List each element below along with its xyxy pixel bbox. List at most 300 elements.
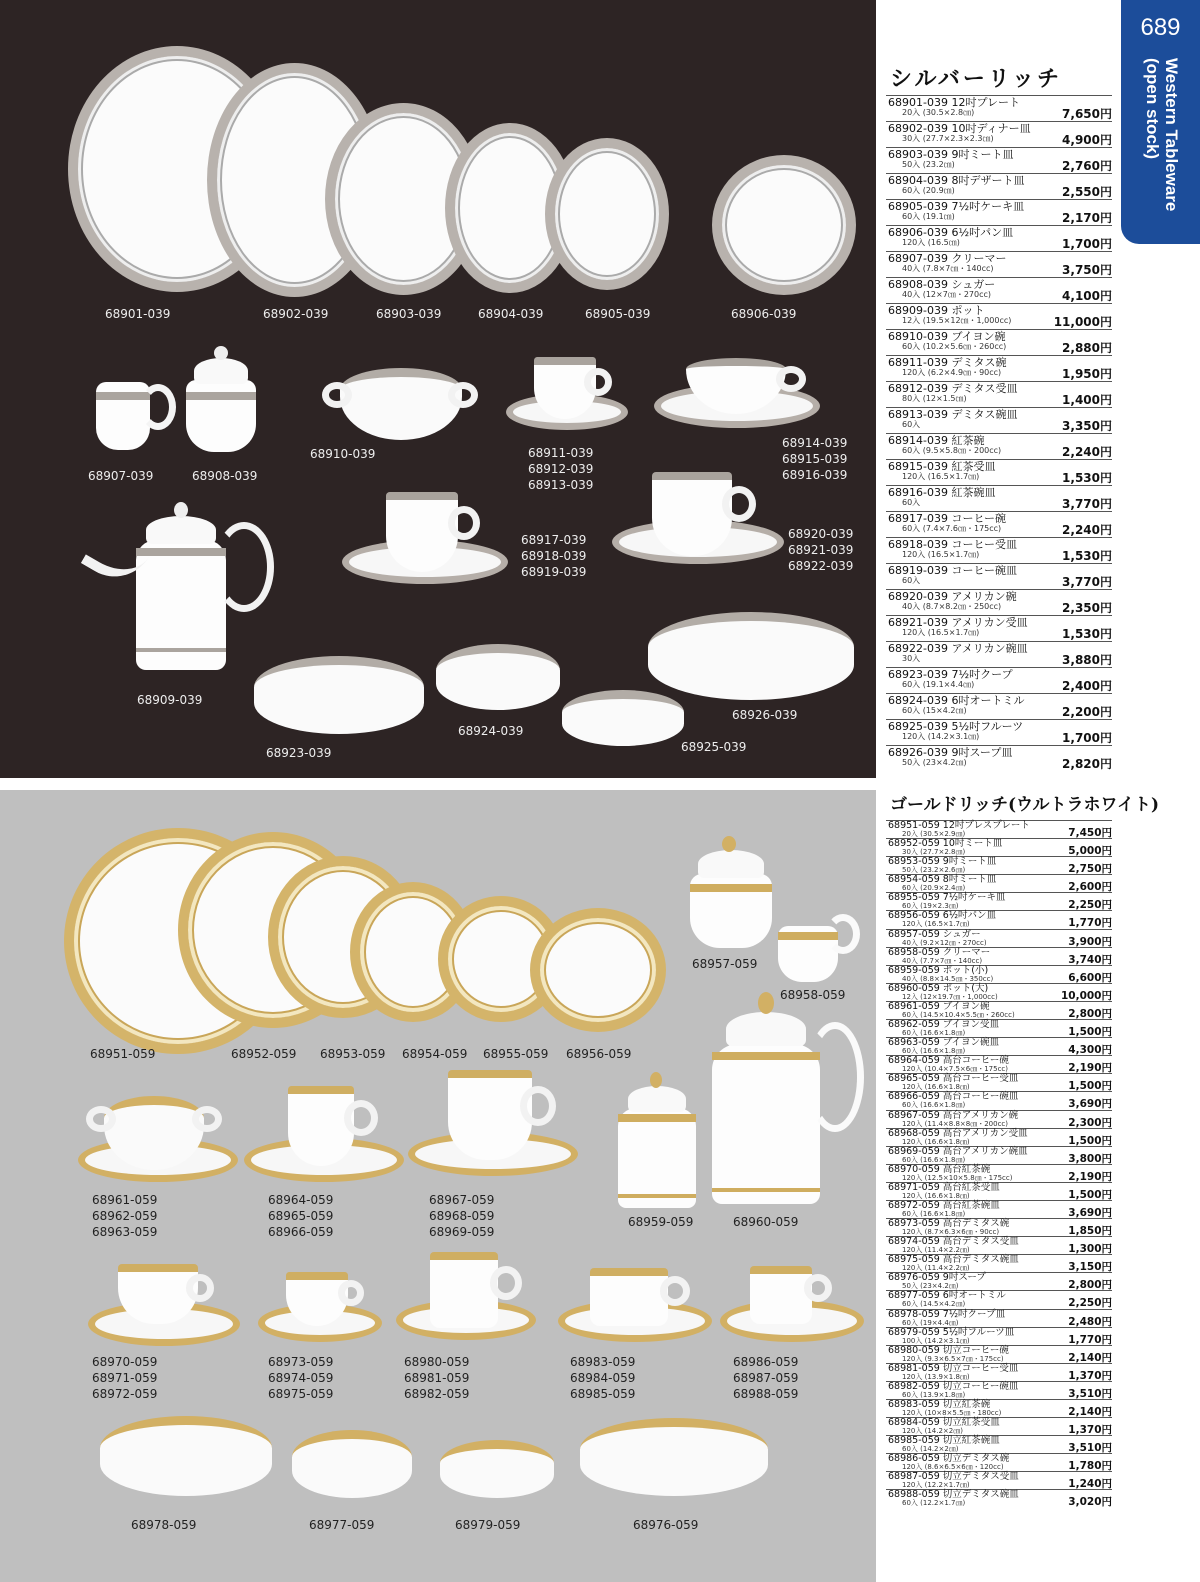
caption-68979: 68979-059 [455, 1518, 521, 1532]
caption-68903: 68903-039 [376, 307, 442, 321]
price-list-item [886, 892, 1112, 910]
price-list-item [886, 199, 1112, 225]
item-price: 2,250円 [1068, 899, 1112, 912]
cup-68967 [448, 1070, 532, 1160]
item-price: 10,000円 [1060, 989, 1112, 1002]
item-price: 3,020円 [1068, 1496, 1112, 1509]
item-code: 68965-059 高台コーヒー受皿 [888, 1073, 1019, 1085]
item-spec: 50入 (23×4.2㎝) [902, 758, 967, 767]
item-spec: 12入 (12×19.7㎝・1,000cc) [902, 992, 998, 1001]
item-code: 68913-039 デミタス碗皿 [888, 408, 1018, 421]
cup-68983 [590, 1268, 668, 1326]
item-price: 3,800円 [1068, 1152, 1112, 1165]
caption-68953: 68953-059 [320, 1047, 386, 1061]
item-spec: 120入 (16.6×1.8㎝) [902, 1137, 970, 1146]
creamer-handle [826, 914, 860, 954]
fruit-68979 [440, 1440, 554, 1498]
price-list-item [886, 225, 1112, 251]
item-price: 1,500円 [1068, 1026, 1112, 1039]
item-spec: 120入 (8.6×6.5×6㎝・120cc) [902, 1463, 1004, 1472]
price-list-item [886, 1290, 1112, 1308]
item-spec: 120入 (14.2×3.1㎝) [902, 732, 980, 741]
item-spec: 120入 (11.4×2.2㎝) [902, 1246, 970, 1255]
item-price: 4,100円 [1062, 289, 1112, 303]
item-code: 68987-059 切立デミタス受皿 [888, 1471, 1019, 1483]
item-price: 1,770円 [1068, 1333, 1112, 1346]
caption-68964: 68964-059 68965-059 68966-059 [268, 1193, 334, 1239]
item-price: 1,370円 [1068, 1369, 1112, 1382]
bouillon-cup-68910 [340, 368, 462, 440]
caption-68926: 68926-039 [732, 708, 798, 722]
item-price: 5,000円 [1068, 845, 1112, 858]
price-list-item [886, 1128, 1112, 1146]
price-list-item [886, 965, 1112, 983]
item-spec: 60入 (10.2×5.6㎝・260cc) [902, 342, 1007, 351]
price-list-item [886, 1254, 1112, 1272]
price-list-item [886, 983, 1112, 1001]
item-price: 2,170円 [1062, 211, 1112, 225]
price-list-item [886, 693, 1112, 719]
pot-small-lid [628, 1086, 686, 1112]
item-code: 68979-059 5½吋フルーツ皿 [888, 1326, 1015, 1338]
pot-knob [174, 502, 188, 518]
caption-68909: 68909-039 [137, 693, 203, 707]
item-code: 68958-059 クリーマー [888, 946, 991, 958]
item-price: 1,240円 [1068, 1478, 1112, 1491]
sugar-lid [698, 850, 764, 878]
item-price: 2,760円 [1062, 159, 1112, 173]
caption-68907: 68907-039 [88, 469, 154, 483]
item-code: 68955-059 7½吋ケーキ皿 [888, 892, 1006, 904]
item-price: 2,140円 [1068, 1406, 1112, 1418]
plate-68956 [530, 908, 666, 1032]
item-price: 2,820円 [1062, 757, 1112, 771]
item-code: 68984-059 切立紅茶受皿 [888, 1417, 1000, 1429]
caption-68905: 68905-039 [585, 307, 651, 321]
caption-68901: 68901-039 [105, 307, 171, 321]
item-spec: 120入 (16.5×1.7㎝) [902, 628, 980, 637]
item-price: 2,250円 [1068, 1297, 1112, 1310]
pot-68909 [136, 540, 226, 670]
section-tab-label: Western Tableware (open stock) [1143, 58, 1181, 212]
cup-68964 [288, 1086, 354, 1166]
oatmeal-68924 [436, 644, 560, 710]
price-list-item [886, 1182, 1112, 1200]
item-spec: 120入 (11.4×8.8×8㎝・200cc) [902, 1119, 1009, 1128]
item-code: 68960-059 ポット(大) [888, 982, 989, 994]
sugar-lid [194, 358, 248, 384]
item-code: 68977-059 6吋オートミル [888, 1290, 1006, 1302]
item-spec: 60入 [902, 576, 921, 585]
caption-68959: 68959-059 [628, 1215, 694, 1229]
price-list-item [886, 1327, 1112, 1345]
price-list-item [886, 719, 1112, 745]
demitasse-handle [584, 368, 612, 396]
pot-small-68959 [618, 1108, 696, 1208]
price-list-item [886, 1164, 1112, 1182]
caption-68957: 68957-059 [692, 957, 758, 971]
caption-68924: 68924-039 [458, 724, 524, 738]
price-list-item [886, 251, 1112, 277]
item-spec: 60入 (19×2.3㎝) [902, 902, 959, 911]
item-code: 68919-039 コーヒー碗皿 [888, 564, 1018, 577]
item-spec: 120入 (16.6×1.8㎝) [902, 1083, 970, 1092]
item-price: 4,900円 [1062, 133, 1112, 147]
price-list-item [886, 1200, 1112, 1218]
straight-tea-handle [660, 1276, 690, 1306]
price-list-item [886, 874, 1112, 892]
cup-68986 [750, 1266, 812, 1324]
item-spec: 120入 (16.5×1.7㎝) [902, 920, 970, 929]
item-spec: 60入 (20.9㎝) [902, 186, 955, 195]
price-list-item [886, 121, 1112, 147]
caption-68952: 68952-059 [231, 1047, 297, 1061]
item-price: 3,750円 [1062, 263, 1112, 277]
price-list-item [886, 856, 1112, 874]
gold-rich-product-photo [0, 790, 876, 1582]
bouillon-handle-left [322, 382, 352, 408]
item-price: 3,770円 [1062, 497, 1112, 511]
item-price: 4,300円 [1068, 1044, 1112, 1057]
caption-68954: 68954-059 [402, 1047, 468, 1061]
item-spec: 60入 [902, 420, 921, 429]
item-code: 68981-059 切立コーヒー受皿 [888, 1362, 1019, 1374]
item-code: 68969-059 高台アメリカン碗皿 [888, 1145, 1028, 1157]
price-list-item [886, 1345, 1112, 1363]
item-price: 1,700円 [1062, 237, 1112, 251]
item-spec: 60入 (14.2×2㎝) [902, 1445, 959, 1454]
item-code: 68903-039 9吋ミート皿 [888, 148, 1014, 161]
item-code: 68966-059 高台コーヒー碗皿 [888, 1091, 1019, 1103]
item-code: 68923-039 7½吋クープ [888, 668, 1013, 681]
item-code: 68901-039 12吋プレート [888, 96, 1021, 109]
item-spec: 60入 [902, 498, 921, 507]
item-code: 68952-059 10吋ミート皿 [888, 838, 1003, 850]
item-code: 68909-039 ポット [888, 304, 985, 317]
item-price: 1,950円 [1062, 367, 1112, 381]
item-code: 68922-039 アメリカン碗皿 [888, 642, 1028, 655]
sugar-bowl-68908 [186, 380, 256, 452]
price-list-item [886, 173, 1112, 199]
caption-68904: 68904-039 [478, 307, 544, 321]
caption-68906: 68906-039 [731, 307, 797, 321]
item-code: 68957-059 シュガー [888, 928, 981, 940]
item-price: 3,510円 [1068, 1387, 1112, 1400]
item-spec: 40入 (7.8×7㎝・140cc) [902, 264, 994, 273]
item-code: 68918-039 コーヒー受皿 [888, 538, 1018, 551]
straight-coffee-handle [490, 1266, 522, 1300]
item-price: 1,370円 [1068, 1424, 1112, 1437]
caption-68923: 68923-039 [266, 746, 332, 760]
price-list-item [886, 1236, 1112, 1254]
item-price: 2,600円 [1068, 881, 1112, 894]
item-spec: 60入 (16.6×1.8㎝) [902, 1047, 966, 1056]
item-price: 2,240円 [1062, 523, 1112, 537]
section-divider [0, 778, 876, 790]
item-price: 3,880円 [1062, 653, 1112, 667]
item-price: 1,850円 [1068, 1225, 1112, 1238]
item-spec: 80入 (12×1.5㎝) [902, 394, 967, 403]
oatmeal-68977 [292, 1430, 412, 1498]
item-price: 1,700円 [1062, 731, 1112, 745]
item-spec: 60入 (20.9×2.4㎝) [902, 884, 966, 893]
item-spec: 40入 (7.7×7㎝・140cc) [902, 956, 983, 965]
price-list-item [886, 355, 1112, 381]
item-price: 1,530円 [1062, 627, 1112, 641]
item-spec: 12入 (19.5×12㎝・1,000cc) [902, 316, 1012, 325]
sugar-bowl-68957 [690, 874, 772, 948]
item-code: 68926-039 9吋スープ皿 [888, 746, 1013, 759]
sugar-knob [214, 346, 228, 360]
gold-rich-title: ゴールドリッチ(ウルトラホワイト) [890, 795, 1160, 815]
item-spec: 60入 (16.6×1.8㎝) [902, 1029, 966, 1038]
item-price: 2,240円 [1062, 445, 1112, 459]
item-price: 1,300円 [1068, 1243, 1112, 1256]
pot-large-knob [758, 992, 774, 1014]
item-price: 2,480円 [1068, 1315, 1112, 1328]
item-price: 3,350円 [1062, 419, 1112, 433]
caption-68976: 68976-059 [633, 1518, 699, 1532]
item-code: 68910-039 ブイヨン碗 [888, 330, 1006, 343]
price-list-item [886, 329, 1112, 355]
item-spec: 30入 (27.7×2.3×2.3㎝) [902, 134, 994, 143]
price-list-item [886, 303, 1112, 329]
item-price: 1,530円 [1062, 471, 1112, 485]
item-code: 68962-059 ブイヨン受皿 [888, 1019, 999, 1031]
item-spec: 60入 (15×4.2㎝) [902, 706, 967, 715]
item-spec: 40入 (8.7×8.2㎝・250cc) [902, 602, 1002, 611]
price-list-item [886, 1489, 1112, 1507]
price-list-item [886, 615, 1112, 641]
page-number: 689 [1140, 14, 1181, 41]
item-price: 11,000円 [1053, 315, 1112, 329]
price-list-item [886, 407, 1112, 433]
price-list-item [886, 563, 1112, 589]
item-spec: 60入 (19.1×4.4㎝) [902, 680, 975, 689]
item-price: 1,780円 [1068, 1460, 1112, 1473]
soup-68926 [648, 612, 854, 700]
item-spec: 40入 (9.2×12㎝・270cc) [902, 938, 987, 947]
item-code: 68974-059 高台デミタス受皿 [888, 1236, 1019, 1248]
caption-68955: 68955-059 [483, 1047, 549, 1061]
item-price: 3,150円 [1068, 1261, 1112, 1274]
item-code: 68971-059 高台紅茶受皿 [888, 1181, 1000, 1193]
item-code: 68976-059 9吋スープ [888, 1272, 986, 1284]
fruit-68925 [562, 690, 684, 746]
caption-68973: 68973-059 68974-059 68975-059 [268, 1355, 334, 1401]
caption-68970: 68970-059 68971-059 68972-059 [92, 1355, 158, 1401]
price-list-item [886, 1309, 1112, 1327]
bouillon-handle-left [86, 1106, 116, 1132]
item-price: 1,500円 [1068, 1134, 1112, 1147]
bouillon-handle-right [192, 1106, 222, 1132]
item-price: 2,800円 [1068, 1007, 1112, 1020]
item-spec: 60入 (19×4.4㎝) [902, 1318, 959, 1327]
caption-68920: 68920-039 68921-039 68922-039 [788, 527, 854, 573]
item-code: 68954-059 8吋ミート皿 [888, 874, 997, 886]
item-spec: 20入 (30.5×2.8㎝) [902, 108, 975, 117]
item-spec: 60入 (14.5×10.4×5.5㎝・260cc) [902, 1010, 1015, 1019]
coupe-68978 [100, 1416, 272, 1496]
silver-rich-title: シルバーリッチ [890, 66, 1063, 92]
price-list-item [886, 1399, 1112, 1417]
price-list-item [886, 1073, 1112, 1091]
item-price: 3,690円 [1068, 1206, 1112, 1219]
item-spec: 60入 (16.6×1.8㎝) [902, 1209, 966, 1218]
item-code: 68963-059 ブイヨン碗皿 [888, 1037, 999, 1049]
price-list-item [886, 910, 1112, 928]
caption-68956: 68956-059 [566, 1047, 632, 1061]
price-list-item [886, 459, 1112, 485]
item-code: 68983-059 切立紅茶碗 [888, 1399, 991, 1410]
item-price: 2,750円 [1068, 863, 1112, 876]
price-list-item [886, 820, 1112, 838]
item-code: 68964-059 高台コーヒー碗 [888, 1055, 1009, 1067]
american-handle [520, 1086, 556, 1126]
caption-68902: 68902-039 [263, 307, 329, 321]
item-spec: 20入 (30.5×2.9㎝) [902, 830, 966, 838]
tea-handle [186, 1274, 214, 1302]
bouillon-handle-right [448, 382, 478, 408]
tea-handle [776, 366, 806, 392]
caption-68986: 68986-059 68987-059 68988-059 [733, 1355, 799, 1401]
item-price: 6,600円 [1068, 971, 1112, 984]
item-code: 68972-059 高台紅茶碗皿 [888, 1199, 1000, 1211]
soup-68976 [580, 1418, 768, 1496]
price-list-item [886, 745, 1112, 771]
price-list-item [886, 381, 1112, 407]
item-spec: 30入 [902, 654, 921, 663]
item-price: 2,880円 [1062, 341, 1112, 355]
item-spec: 60入 (16.6×1.8㎝) [902, 1101, 966, 1110]
pot-large-handle [806, 1022, 864, 1132]
caption-68911: 68911-039 68912-039 68913-039 [528, 446, 594, 492]
item-code: 68978-059 7½吋クープ皿 [888, 1308, 1006, 1320]
caption-68914: 68914-039 68915-039 68916-039 [782, 436, 848, 482]
item-spec: 60入 (14.5×4.2㎝) [902, 1300, 966, 1309]
creamer-handle [140, 384, 176, 430]
item-code: 68956-059 6½吋パン皿 [888, 910, 997, 922]
caption-68960: 68960-059 [733, 1215, 799, 1229]
price-list-item [886, 1037, 1112, 1055]
item-code: 68975-059 高台デミタス碗皿 [888, 1254, 1019, 1266]
price-list-item [886, 1146, 1112, 1164]
price-list-item [886, 667, 1112, 693]
price-list-item [886, 1272, 1112, 1290]
caption-68951: 68951-059 [90, 1047, 156, 1061]
item-code: 68915-039 紅茶受皿 [888, 460, 996, 473]
price-list-item [886, 95, 1112, 121]
pot-large-68960 [712, 1044, 820, 1204]
item-price: 1,770円 [1068, 917, 1112, 930]
item-price: 2,190円 [1068, 1170, 1112, 1183]
straight-demitasse-handle [804, 1274, 832, 1302]
item-spec: 120入 (13.9×1.8㎝) [902, 1372, 970, 1381]
item-price: 2,550円 [1062, 185, 1112, 199]
price-list-item [886, 838, 1112, 856]
item-code: 68925-039 5½吋フルーツ [888, 720, 1024, 733]
item-code: 68905-039 7½吋ケーキ皿 [888, 200, 1025, 213]
sugar-knob [722, 836, 736, 852]
item-spec: 60入 (19.1㎝) [902, 212, 955, 221]
item-code: 68970-059 高台紅茶碗 [888, 1163, 991, 1175]
price-list-item [886, 1218, 1112, 1236]
item-spec: 120入 (9.3×6.5×7㎝・175cc) [902, 1354, 1004, 1363]
item-spec: 60入 (9.5×5.8㎝・200cc) [902, 446, 1002, 455]
item-spec: 50入 (23×4.2㎝) [902, 1282, 959, 1291]
item-price: 7,650円 [1062, 107, 1112, 121]
item-spec: 120入 (16.5×1.7㎝) [902, 472, 980, 481]
item-spec: 120入 (16.5㎝) [902, 238, 960, 247]
silver-rich-product-photo [0, 0, 876, 778]
item-price: 3,510円 [1068, 1442, 1112, 1455]
caption-68917: 68917-039 68918-039 68919-039 [521, 533, 587, 579]
pot-small-knob [650, 1072, 662, 1088]
section-tab [1121, 0, 1200, 244]
caption-68910: 68910-039 [310, 447, 376, 461]
item-spec: 120入 (12.5×10×5.8㎝・175cc) [902, 1173, 1013, 1182]
item-spec: 40入 (8.8×14.5㎝・350cc) [902, 974, 994, 983]
item-spec: 120入 (8.7×6.3×6㎝・90cc) [902, 1228, 1000, 1237]
item-code: 68961-059 ブイヨン碗 [888, 1000, 990, 1012]
item-code: 68921-039 アメリカン受皿 [888, 616, 1028, 629]
price-list-item [886, 277, 1112, 303]
item-code: 68912-039 デミタス受皿 [888, 382, 1018, 395]
item-code: 68920-039 アメリカン碗 [888, 590, 1017, 603]
item-code: 68953-059 9吋ミート皿 [888, 856, 997, 868]
item-code: 68908-039 シュガー [888, 278, 996, 291]
price-list-item [886, 537, 1112, 563]
caption-68967: 68967-059 68968-059 68969-059 [429, 1193, 495, 1239]
item-spec: 40入 (12×7㎝・270cc) [902, 290, 992, 299]
item-price: 2,140円 [1068, 1351, 1112, 1364]
price-list-item [886, 1091, 1112, 1109]
coupe-68923 [254, 656, 424, 734]
item-spec: 120入 (16.6×1.8㎝) [902, 1191, 970, 1200]
item-spec: 100入 (14.2×3.1㎝) [902, 1336, 970, 1345]
item-spec: 120入 (10×8×5.5㎝・180cc) [902, 1409, 1002, 1417]
coffee-handle [448, 506, 480, 540]
coffee-handle [344, 1100, 378, 1136]
item-spec: 50入 (23.2㎝) [902, 160, 955, 169]
item-code: 68902-039 10吋ディナー皿 [888, 122, 1031, 135]
price-list-item [886, 1471, 1112, 1489]
price-list-item [886, 947, 1112, 965]
item-code: 68985-059 切立紅茶碗皿 [888, 1435, 1000, 1447]
item-price: 2,200円 [1062, 705, 1112, 719]
item-code: 68967-059 高台アメリカン碗 [888, 1109, 1019, 1121]
item-spec: 120入 (11.4×2.2㎝) [902, 1264, 970, 1273]
cup-68917 [386, 492, 458, 572]
price-list-item [886, 1001, 1112, 1019]
price-list-item [886, 1363, 1112, 1381]
price-list-item [886, 1019, 1112, 1037]
item-price: 1,400円 [1062, 393, 1112, 407]
item-code: 68914-039 紅茶碗 [888, 434, 985, 447]
caption-68978: 68978-059 [131, 1518, 197, 1532]
item-spec: 120入 (10.4×7.5×6㎝・175cc) [902, 1065, 1009, 1074]
item-spec: 50入 (23.2×2.6㎝) [902, 866, 966, 875]
price-list-item [886, 1417, 1112, 1435]
caption-68925: 68925-039 [681, 740, 747, 754]
price-list-item [886, 147, 1112, 173]
plate-68905 [545, 138, 669, 290]
caption-68977: 68977-059 [309, 1518, 375, 1532]
plate-68906 [712, 155, 856, 295]
item-price: 1,500円 [1068, 1080, 1112, 1093]
gold-rich-price-list [886, 820, 1112, 1508]
pot-lid [146, 516, 216, 544]
